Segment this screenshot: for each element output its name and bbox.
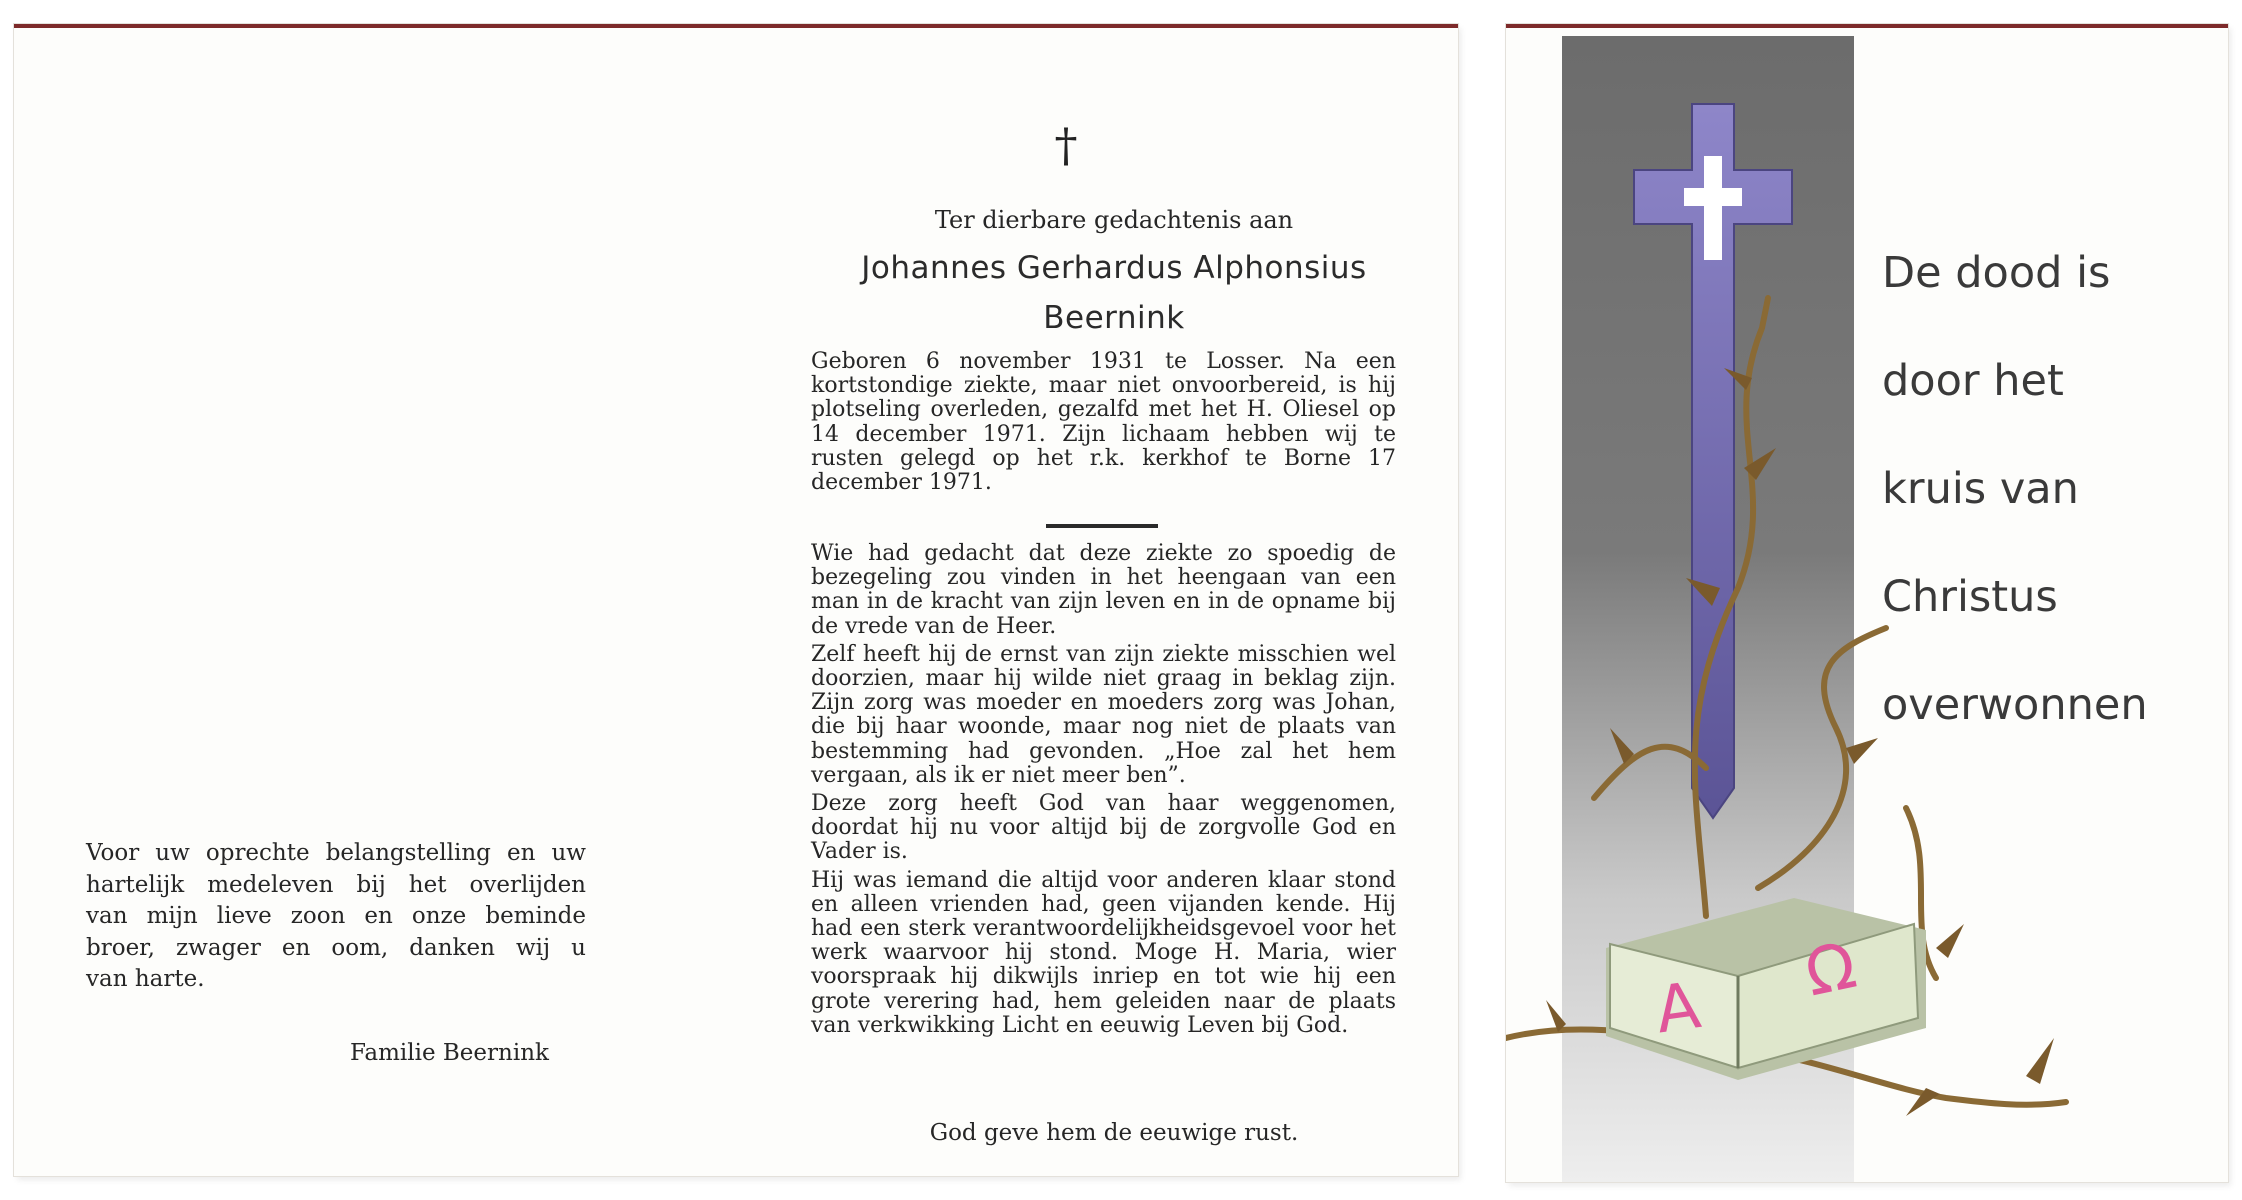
omega-letter: Ω: [1799, 928, 1863, 1012]
thanks-line: Voor uw oprechte belangstelling en uw: [86, 840, 586, 866]
cover-illustration: [1506, 28, 2228, 1182]
memorial-card-cover: [1506, 24, 2228, 1182]
thanks-line: van mijn lieve zoon en onze beminde: [86, 903, 586, 929]
thank-you-message: [86, 838, 586, 996]
memorial-card-inner-spread: [14, 24, 1458, 1176]
cover-quote-line: door het: [1882, 356, 2064, 406]
biography-text: Geboren 6 november 1931 te Losser. Na een kortstondige ziekte, maar niet onvoorbereid, is hij plotseling overleden, gezalfd met het H. Oliesel op 14 december 1971. Zijn lichaam hebben wij te rusten gelegd op het r.k. kerkhof te Borne 17 december 1971.: [811, 349, 1396, 496]
deceased-given-names: Johannes Gerhardus Alphonsius: [861, 250, 1367, 286]
deceased-surname: Beernink: [1043, 300, 1185, 336]
family-signature: Familie Beernink: [350, 1040, 549, 1066]
biography-paragraph: [811, 350, 1396, 499]
cover-quote-line: De dood is: [1882, 248, 2111, 298]
reflection-text: [811, 542, 1396, 1042]
reflection-paragraph: Hij was iemand die altijd voor anderen klaar stond en alleen vrienden had, geen vijanden kende. Hij had een sterk verantwoordelijkheidsgevoel voor het werk waarvoor hij stond. Moge H. Maria, wier voorspraak hij dikwijls inriep en tot wie hij een grote verering had, hem geleiden naar de plaats van verkwikking Licht en eeuwig Leven bij God.: [811, 867, 1396, 1038]
reflection-paragraph: Wie had gedacht dat deze ziekte zo spoedig de bezegeling zou vinden in het heengaan van een man in de kracht van zijn leven en in de opname bij de vrede van de Heer.: [811, 541, 1396, 639]
thanks-line: broer, zwager en oom, danken wij u: [86, 934, 586, 961]
cover-quote-line: overwonnen: [1882, 680, 2148, 730]
reflection-paragraph: Deze zorg heeft God van haar weggenomen, doordat hij nu voor altijd bij de zorgvolle God en Vader is.: [811, 791, 1396, 865]
cross-icon: †: [1054, 118, 1078, 172]
reflection-paragraph: Zelf heeft hij de ernst van zijn ziekte misschien wel doorzien, maar hij wilde niet graag in beklag zijn. Zijn zorg was moeder en moeders zorg was Johan, die bij haar woonde, maar nog niet de plaats van bestemming had gevonden. „Hoe zal het hem vergaan, als ik er niet meer ben”.: [811, 641, 1396, 788]
alpha-letter: A: [1651, 969, 1705, 1049]
final-prayer: God geve hem de eeuwige rust.: [929, 1120, 1299, 1146]
thanks-line: hartelijk medeleven bij het overlijden: [86, 871, 586, 898]
cover-quote-line: kruis van: [1882, 464, 2079, 514]
cover-quote-line: Christus: [1882, 572, 2058, 622]
section-divider: [1046, 524, 1158, 528]
memorial-intro: Ter dierbare gedachtenis aan: [934, 206, 1294, 234]
thanks-line: van harte.: [86, 966, 205, 992]
